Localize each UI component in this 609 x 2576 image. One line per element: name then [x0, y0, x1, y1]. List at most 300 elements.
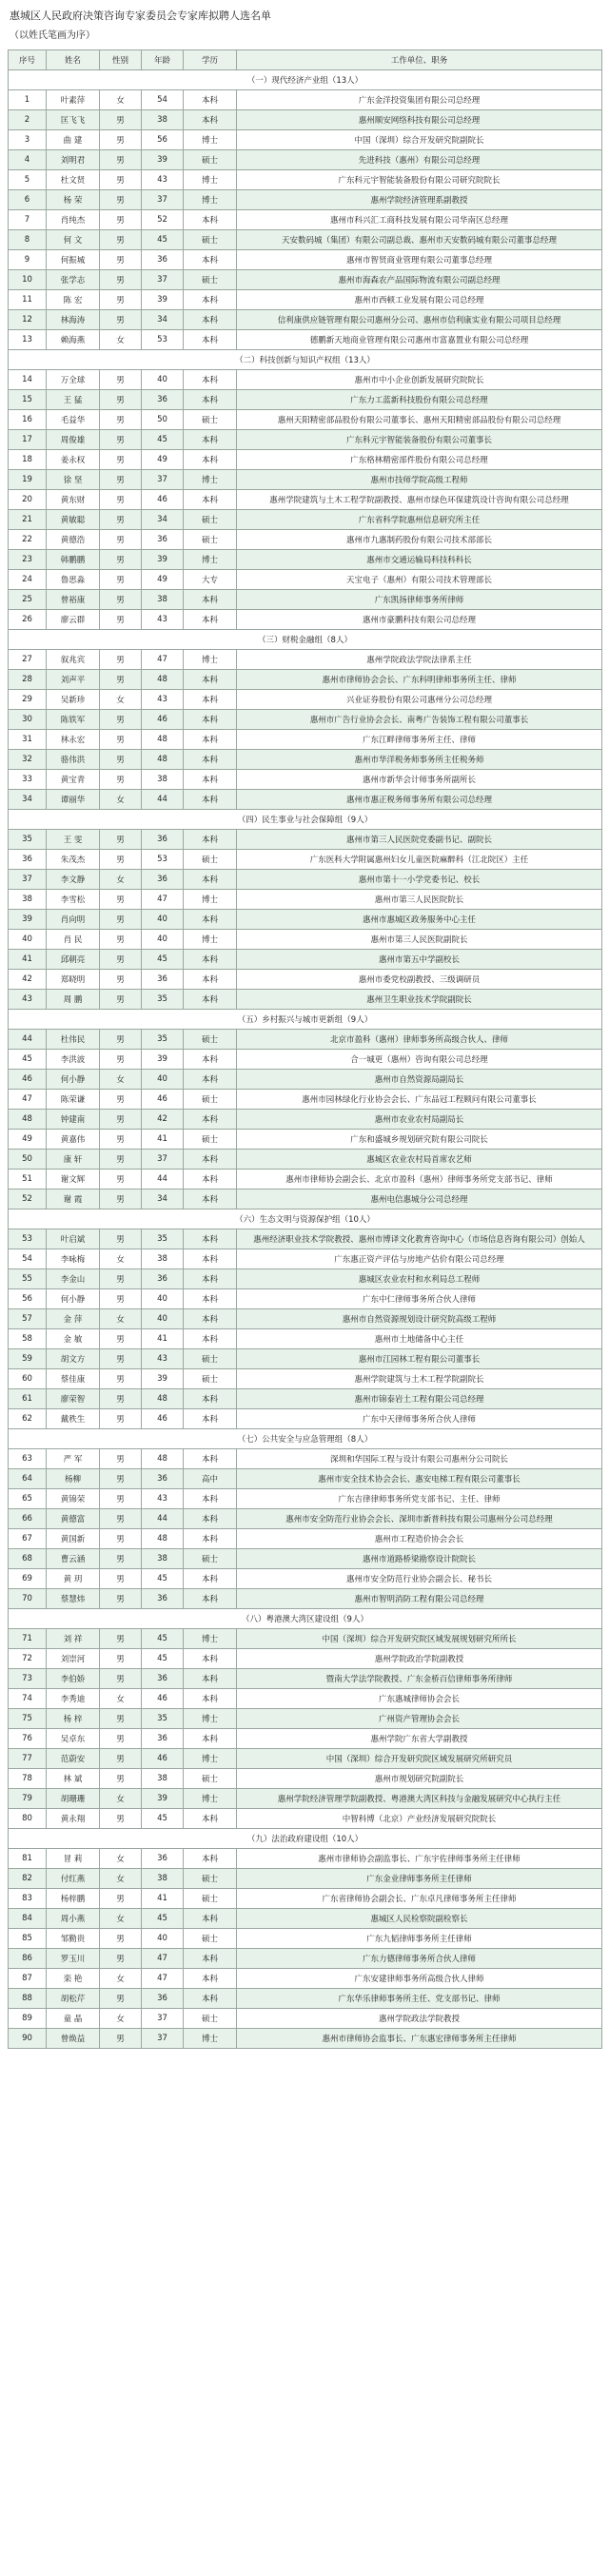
- cell-education: 本科: [184, 1909, 237, 1929]
- cell-index: 20: [9, 490, 47, 510]
- cell-workplace: 广东省律师协会副会长、广东卓凡律师事务所主任律师: [237, 1889, 602, 1909]
- cell-name: 韩鹏鹏: [47, 550, 100, 570]
- cell-index: 17: [9, 430, 47, 450]
- cell-age: 35: [142, 1709, 184, 1729]
- table-row: [9, 1589, 602, 1609]
- cell-workplace: 深圳和华国际工程与设计有限公司惠州分公司院长: [237, 1449, 602, 1469]
- cell-age: 36: [142, 1589, 184, 1609]
- cell-index: 59: [9, 1349, 47, 1369]
- table-row: [9, 2029, 602, 2049]
- table-row: [9, 590, 602, 610]
- cell-age: 47: [142, 1969, 184, 1989]
- cell-education: 本科: [184, 210, 237, 230]
- cell-education: 硕士: [184, 850, 237, 870]
- table-row: [9, 1989, 602, 2009]
- cell-age: 39: [142, 150, 184, 170]
- cell-age: 46: [142, 1749, 184, 1769]
- cell-gender: 男: [100, 190, 142, 210]
- cell-index: 25: [9, 590, 47, 610]
- cell-workplace: 惠州市华洋税务师事务所主任税务师: [237, 750, 602, 770]
- cell-name: 赖海燕: [47, 330, 100, 350]
- table-row: [9, 1389, 602, 1409]
- cell-name: 吴卓东: [47, 1729, 100, 1749]
- cell-education: 本科: [184, 730, 237, 750]
- cell-gender: 女: [100, 790, 142, 810]
- table-row: [9, 1130, 602, 1150]
- cell-age: 38: [142, 1549, 184, 1569]
- cell-education: 本科: [184, 910, 237, 930]
- cell-workplace: 广东力工蓝新科技股份有限公司总经理: [237, 390, 602, 410]
- cell-education: 本科: [184, 490, 237, 510]
- cell-education: 博士: [184, 650, 237, 670]
- cell-education: 本科: [184, 870, 237, 890]
- cell-gender: 男: [100, 1170, 142, 1190]
- cell-education: 硕士: [184, 410, 237, 430]
- cell-name: 李雪松: [47, 890, 100, 910]
- cell-gender: 男: [100, 930, 142, 950]
- table-row: [9, 250, 602, 270]
- cell-workplace: 惠州市第三人民医院院长: [237, 890, 602, 910]
- cell-age: 43: [142, 170, 184, 190]
- cell-name: 李伯娇: [47, 1669, 100, 1689]
- cell-gender: 男: [100, 650, 142, 670]
- cell-index: 3: [9, 130, 47, 150]
- table-row: [9, 1409, 602, 1429]
- cell-name: 何小静: [47, 1070, 100, 1090]
- cell-age: 46: [142, 1689, 184, 1709]
- cell-gender: 男: [100, 910, 142, 930]
- cell-workplace: 广东华乐律师事务所主任、党支部书记、律师: [237, 1989, 602, 2009]
- cell-workplace: 惠州市江园林工程有限公司董事长: [237, 1349, 602, 1369]
- group-header-row: [9, 70, 602, 90]
- cell-age: 36: [142, 1469, 184, 1489]
- cell-index: 53: [9, 1229, 47, 1249]
- cell-workplace: 惠州市第三人民医院党委副书记、副院长: [237, 830, 602, 850]
- cell-index: 76: [9, 1729, 47, 1749]
- group-title: （六）生态文明与资源保护组（10人）: [9, 1209, 602, 1229]
- table-row: [9, 870, 602, 890]
- cell-index: 80: [9, 1809, 47, 1829]
- cell-name: 蔡佳康: [47, 1369, 100, 1389]
- table-row: [9, 130, 602, 150]
- table-row: [9, 610, 602, 630]
- cell-education: 本科: [184, 90, 237, 110]
- cell-index: 67: [9, 1529, 47, 1549]
- cell-index: 29: [9, 690, 47, 710]
- table-row: [9, 1349, 602, 1369]
- cell-education: 博士: [184, 190, 237, 210]
- cell-gender: 男: [100, 1349, 142, 1369]
- cell-name: 邱朝亮: [47, 950, 100, 970]
- cell-education: 本科: [184, 1949, 237, 1969]
- cell-index: 9: [9, 250, 47, 270]
- cell-name: 王 猛: [47, 390, 100, 410]
- cell-name: 周 鹏: [47, 990, 100, 1010]
- cell-workplace: 惠州市律师协会副会长、北京市盈科（惠州）律师事务所党支部书记、律师: [237, 1170, 602, 1190]
- cell-age: 40: [142, 1929, 184, 1949]
- cell-workplace: 合一城更（惠州）咨询有限公司总经理: [237, 1050, 602, 1070]
- table-row: [9, 670, 602, 690]
- cell-gender: 男: [100, 970, 142, 990]
- cell-gender: 男: [100, 610, 142, 630]
- cell-name: 栾 艳: [47, 1969, 100, 1989]
- cell-education: 博士: [184, 2029, 237, 2049]
- cell-workplace: 广东凯扬律师事务所律师: [237, 590, 602, 610]
- cell-age: 44: [142, 1509, 184, 1529]
- cell-age: 39: [142, 1789, 184, 1809]
- cell-workplace: 中国（深圳）综合开发研究院区域发展规划研究所所长: [237, 1629, 602, 1649]
- cell-gender: 女: [100, 1849, 142, 1869]
- cell-workplace: 广东金业律师事务所主任律师: [237, 1869, 602, 1889]
- cell-name: 匡飞飞: [47, 110, 100, 130]
- cell-index: 1: [9, 90, 47, 110]
- cell-age: 38: [142, 1249, 184, 1269]
- cell-age: 45: [142, 1649, 184, 1669]
- cell-workplace: 惠州市第三人民医院副院长: [237, 930, 602, 950]
- table-row: [9, 310, 602, 330]
- cell-index: 24: [9, 570, 47, 590]
- cell-gender: 女: [100, 1689, 142, 1709]
- cell-name: 刘明君: [47, 150, 100, 170]
- table-row: [9, 1150, 602, 1170]
- cell-age: 45: [142, 1909, 184, 1929]
- cell-index: 30: [9, 710, 47, 730]
- cell-gender: 男: [100, 290, 142, 310]
- cell-age: 48: [142, 1449, 184, 1469]
- cell-gender: 男: [100, 1669, 142, 1689]
- cell-index: 75: [9, 1709, 47, 1729]
- cell-gender: 男: [100, 1489, 142, 1509]
- table-row: [9, 330, 602, 350]
- cell-education: 硕士: [184, 1349, 237, 1369]
- cell-age: 39: [142, 1050, 184, 1070]
- cell-gender: 男: [100, 1509, 142, 1529]
- cell-index: 90: [9, 2029, 47, 2049]
- cell-index: 77: [9, 1749, 47, 1769]
- cell-gender: 男: [100, 990, 142, 1010]
- table-row: [9, 190, 602, 210]
- cell-workplace: 惠州市安全防范行业协会会长、深圳市新普科技有限公司惠州分公司总经理: [237, 1509, 602, 1529]
- cell-gender: 男: [100, 1409, 142, 1429]
- cell-gender: 女: [100, 1789, 142, 1809]
- cell-index: 44: [9, 1030, 47, 1050]
- cell-education: 本科: [184, 1289, 237, 1309]
- cell-name: 黄国新: [47, 1529, 100, 1549]
- cell-education: 本科: [184, 1170, 237, 1190]
- cell-index: 4: [9, 150, 47, 170]
- cell-name: 康 轩: [47, 1150, 100, 1170]
- table-row: [9, 1689, 602, 1709]
- cell-workplace: 惠州市惠城区政务服务中心主任: [237, 910, 602, 930]
- cell-education: 硕士: [184, 1769, 237, 1789]
- cell-gender: 男: [100, 310, 142, 330]
- cell-education: 本科: [184, 1689, 237, 1709]
- cell-name: 童 晶: [47, 2009, 100, 2029]
- cell-gender: 男: [100, 1369, 142, 1389]
- cell-gender: 男: [100, 770, 142, 790]
- table-row: [9, 1309, 602, 1329]
- cell-name: 郑晓明: [47, 970, 100, 990]
- cell-workplace: 惠州卫生职业技术学院副院长: [237, 990, 602, 1010]
- table-row: [9, 1769, 602, 1789]
- cell-education: 本科: [184, 390, 237, 410]
- table-row: [9, 1569, 602, 1589]
- cell-education: 本科: [184, 950, 237, 970]
- cell-name: 曹云涵: [47, 1549, 100, 1569]
- cell-gender: 男: [100, 550, 142, 570]
- cell-age: 44: [142, 790, 184, 810]
- cell-workplace: 惠州市技师学院高级工程师: [237, 470, 602, 490]
- cell-name: 刘 祥: [47, 1629, 100, 1649]
- cell-index: 84: [9, 1909, 47, 1929]
- cell-workplace: 广东安建律师事务所高级合伙人律师: [237, 1969, 602, 1989]
- cell-education: 本科: [184, 710, 237, 730]
- cell-index: 81: [9, 1849, 47, 1869]
- cell-name: 毛益华: [47, 410, 100, 430]
- cell-name: 杨柳: [47, 1469, 100, 1489]
- table-row: [9, 1190, 602, 1209]
- cell-name: 何振城: [47, 250, 100, 270]
- table-row: [9, 1449, 602, 1469]
- header-name: 姓名: [47, 50, 100, 70]
- cell-age: 45: [142, 1569, 184, 1589]
- table-row: [9, 410, 602, 430]
- cell-gender: 男: [100, 1949, 142, 1969]
- cell-age: 38: [142, 1869, 184, 1889]
- cell-age: 37: [142, 2029, 184, 2049]
- cell-education: 本科: [184, 1969, 237, 1989]
- cell-name: 李文静: [47, 870, 100, 890]
- cell-gender: 男: [100, 250, 142, 270]
- cell-age: 52: [142, 210, 184, 230]
- table-row: [9, 1629, 602, 1649]
- cell-age: 36: [142, 1269, 184, 1289]
- cell-name: 徐 坚: [47, 470, 100, 490]
- group-header-row: [9, 1209, 602, 1229]
- table-row: [9, 1249, 602, 1269]
- cell-education: 大专: [184, 570, 237, 590]
- cell-age: 43: [142, 610, 184, 630]
- group-header-row: [9, 810, 602, 830]
- cell-name: 肖 民: [47, 930, 100, 950]
- cell-name: 廖荣智: [47, 1389, 100, 1409]
- cell-name: 金 萍: [47, 1309, 100, 1329]
- cell-name: 杨 荣: [47, 190, 100, 210]
- cell-education: 本科: [184, 1110, 237, 1130]
- cell-education: 本科: [184, 1409, 237, 1429]
- cell-gender: 女: [100, 1249, 142, 1269]
- cell-index: 51: [9, 1170, 47, 1190]
- cell-workplace: 先进科技（惠州）有限公司总经理: [237, 150, 602, 170]
- cell-gender: 男: [100, 510, 142, 530]
- cell-workplace: 天宝电子（惠州）有限公司技术管理部长: [237, 570, 602, 590]
- cell-workplace: 广东金洋投资集团有限公司总经理: [237, 90, 602, 110]
- cell-workplace: 惠州学院建筑与土木工程学院副院长: [237, 1369, 602, 1389]
- cell-age: 56: [142, 130, 184, 150]
- table-row: [9, 950, 602, 970]
- cell-workplace: 中国（深圳）综合开发研究院区域发展研究所研究员: [237, 1749, 602, 1769]
- cell-gender: 男: [100, 1569, 142, 1589]
- table-row: [9, 830, 602, 850]
- cell-gender: 男: [100, 1449, 142, 1469]
- cell-name: 刘声平: [47, 670, 100, 690]
- cell-education: 本科: [184, 1649, 237, 1669]
- cell-gender: 男: [100, 1050, 142, 1070]
- cell-workplace: 惠州学院经济管理系副教授: [237, 190, 602, 210]
- cell-age: 50: [142, 410, 184, 430]
- cell-age: 45: [142, 230, 184, 250]
- cell-index: 14: [9, 370, 47, 390]
- cell-workplace: 惠州市第十一小学党委书记、校长: [237, 870, 602, 890]
- cell-workplace: 惠州市自然资源规划设计研究院高级工程师: [237, 1309, 602, 1329]
- cell-age: 46: [142, 1090, 184, 1110]
- cell-education: 本科: [184, 1329, 237, 1349]
- table-row: [9, 490, 602, 510]
- group-header-row: [9, 1429, 602, 1449]
- cell-index: 64: [9, 1469, 47, 1489]
- cell-gender: 男: [100, 890, 142, 910]
- cell-education: 本科: [184, 1050, 237, 1070]
- cell-gender: 男: [100, 1329, 142, 1349]
- cell-education: 本科: [184, 1449, 237, 1469]
- cell-education: 本科: [184, 670, 237, 690]
- table-row: [9, 1170, 602, 1190]
- cell-index: 46: [9, 1070, 47, 1090]
- header-age: 年龄: [142, 50, 184, 70]
- group-header-row: [9, 1609, 602, 1629]
- cell-gender: 男: [100, 530, 142, 550]
- cell-name: 杨梓鹏: [47, 1889, 100, 1909]
- cell-name: 李咏梅: [47, 1249, 100, 1269]
- cell-age: 38: [142, 1769, 184, 1789]
- group-header-row: [9, 1829, 602, 1849]
- cell-index: 42: [9, 970, 47, 990]
- cell-gender: 男: [100, 430, 142, 450]
- cell-index: 78: [9, 1769, 47, 1789]
- cell-index: 32: [9, 750, 47, 770]
- cell-gender: 男: [100, 1769, 142, 1789]
- cell-name: 叶素萍: [47, 90, 100, 110]
- cell-name: 谭丽华: [47, 790, 100, 810]
- cell-index: 36: [9, 850, 47, 870]
- table-row: [9, 1030, 602, 1050]
- cell-age: 36: [142, 390, 184, 410]
- document-title: 惠城区人民政府决策咨询专家委员会专家库拟聘人选名单: [10, 10, 271, 22]
- cell-index: 58: [9, 1329, 47, 1349]
- table-row: [9, 570, 602, 590]
- cell-name: 骆伟洪: [47, 750, 100, 770]
- cell-education: 本科: [184, 970, 237, 990]
- cell-education: 本科: [184, 310, 237, 330]
- cell-workplace: 惠州市中小企业创新发展研究院院长: [237, 370, 602, 390]
- cell-workplace: 广东科元宇智能装备股份有限公司研究院院长: [237, 170, 602, 190]
- cell-workplace: 惠州市土地储备中心主任: [237, 1329, 602, 1349]
- cell-name: 廖云群: [47, 610, 100, 630]
- cell-name: 周俊雄: [47, 430, 100, 450]
- cell-workplace: 广东格林精密部件股份有限公司总经理: [237, 450, 602, 470]
- cell-workplace: 惠州天阳精密部品股份有限公司董事长、惠州天阳精密部品股份有限公司总经理: [237, 410, 602, 430]
- cell-workplace: 广东江畔律师事务所主任、律师: [237, 730, 602, 750]
- cell-index: 15: [9, 390, 47, 410]
- cell-gender: 男: [100, 470, 142, 490]
- cell-name: 何小静: [47, 1289, 100, 1309]
- cell-gender: 女: [100, 1070, 142, 1090]
- cell-age: 37: [142, 1150, 184, 1170]
- cell-workplace: 惠州学院经济管理学院副教授、粤港澳大湾区科技与金融发展研究中心执行主任: [237, 1789, 602, 1809]
- cell-gender: 男: [100, 1130, 142, 1150]
- cell-index: 31: [9, 730, 47, 750]
- cell-workplace: 惠州市安全防范行业协会副会长、秘书长: [237, 1569, 602, 1589]
- table-row: [9, 690, 602, 710]
- cell-index: 33: [9, 770, 47, 790]
- cell-education: 本科: [184, 1249, 237, 1269]
- cell-education: 本科: [184, 110, 237, 130]
- table-row: [9, 1729, 602, 1749]
- cell-education: 本科: [184, 990, 237, 1010]
- cell-gender: 男: [100, 670, 142, 690]
- cell-gender: 男: [100, 170, 142, 190]
- cell-gender: 男: [100, 1709, 142, 1729]
- cell-name: 黄敏聪: [47, 510, 100, 530]
- cell-index: 43: [9, 990, 47, 1010]
- cell-age: 46: [142, 1409, 184, 1429]
- cell-age: 39: [142, 1369, 184, 1389]
- cell-index: 71: [9, 1629, 47, 1649]
- table-row: [9, 170, 602, 190]
- cell-workplace: 暨南大学法学院教授、广东金桥百信律师事务所律师: [237, 1669, 602, 1689]
- header-gender: 性别: [100, 50, 142, 70]
- table-row: [9, 1509, 602, 1529]
- cell-gender: 男: [100, 1289, 142, 1309]
- cell-index: 83: [9, 1889, 47, 1909]
- table-row: [9, 230, 602, 250]
- cell-index: 49: [9, 1130, 47, 1150]
- cell-name: 鲁思淼: [47, 570, 100, 590]
- cell-index: 28: [9, 670, 47, 690]
- cell-gender: 男: [100, 1469, 142, 1489]
- cell-age: 38: [142, 590, 184, 610]
- cell-education: 本科: [184, 250, 237, 270]
- cell-gender: 男: [100, 1090, 142, 1110]
- cell-name: 叶启斌: [47, 1229, 100, 1249]
- cell-education: 本科: [184, 590, 237, 610]
- cell-age: 40: [142, 910, 184, 930]
- cell-index: 74: [9, 1689, 47, 1709]
- cell-education: 本科: [184, 330, 237, 350]
- cell-index: 26: [9, 610, 47, 630]
- cell-name: 谢 霞: [47, 1190, 100, 1209]
- cell-name: 胡文方: [47, 1349, 100, 1369]
- cell-index: 16: [9, 410, 47, 430]
- table-row: [9, 530, 602, 550]
- cell-gender: 男: [100, 1529, 142, 1549]
- cell-education: 本科: [184, 1190, 237, 1209]
- cell-workplace: 惠州学院建筑与土木工程学院副教授、惠州市绿色环保建筑设计咨询有限公司总经理: [237, 490, 602, 510]
- cell-index: 82: [9, 1869, 47, 1889]
- cell-index: 52: [9, 1190, 47, 1209]
- table-row: [9, 1649, 602, 1669]
- cell-age: 35: [142, 1030, 184, 1050]
- cell-workplace: 惠州市安全技术协会会长、惠安电梯工程有限公司董事长: [237, 1469, 602, 1489]
- cell-name: 曾裕康: [47, 590, 100, 610]
- cell-education: 本科: [184, 450, 237, 470]
- cell-age: 37: [142, 190, 184, 210]
- cell-index: 35: [9, 830, 47, 850]
- cell-age: 38: [142, 110, 184, 130]
- cell-index: 72: [9, 1649, 47, 1669]
- cell-index: 41: [9, 950, 47, 970]
- table-row: [9, 150, 602, 170]
